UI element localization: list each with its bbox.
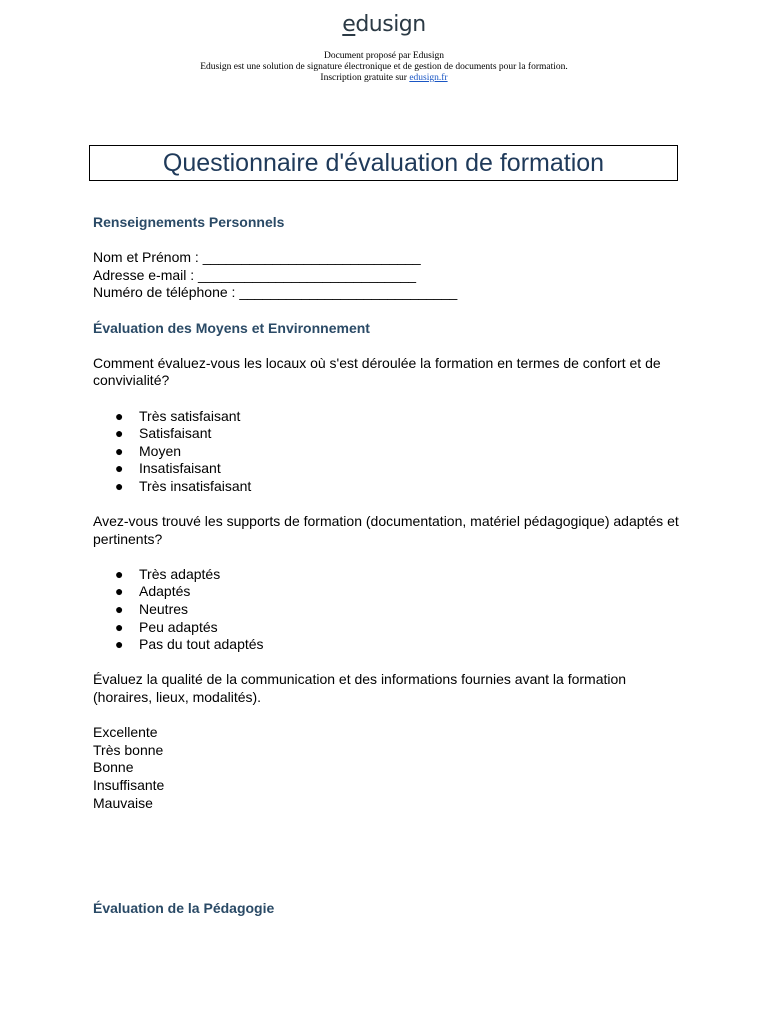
bullet-icon: ● (115, 407, 124, 424)
option-item: ● Pas du tout adaptés (115, 636, 264, 653)
option-item: ● Neutres (115, 601, 189, 618)
section-heading-personal: Renseignements Personnels (93, 214, 285, 230)
option-item: ● Peu adaptés (115, 618, 218, 635)
section-heading-means: Évaluation des Moyens et Environnement (93, 319, 370, 336)
title-box (89, 145, 678, 181)
option-item: Très bonne (93, 741, 164, 758)
notice-line-1: Document proposé par Edusign (323, 51, 445, 61)
field-email: Adresse e-mail : ____________________________ (93, 266, 417, 283)
edusign-logo (0, 12, 768, 37)
edusign-link[interactable]: edusign.fr (409, 73, 448, 83)
field-name: Nom et Prénom : ____________________________ (93, 249, 421, 266)
question-3: Évaluez la qualité de la communication et des informations fournies avant la formation (horaires, lieux, modalités). (93, 671, 627, 706)
bullet-icon: ● (115, 442, 124, 459)
option-item: ● Moyen (115, 442, 182, 459)
option-item: Insuffisante (93, 777, 165, 793)
option-item: ● Insatisfaisant (115, 460, 221, 477)
header-notice (0, 51, 768, 84)
question-2-options (93, 566, 683, 654)
document-body (93, 214, 683, 918)
option-item: Bonne (93, 759, 134, 776)
logo-rest: dusign (355, 12, 426, 37)
question-2: Avez-vous trouvé les supports de formation (documentation, matériel pédagogique) adaptés et pertinents? (93, 513, 679, 547)
notice-line-3-prefix: Inscription gratuite sur (320, 73, 410, 83)
option-item: ● Très satisfaisant (115, 407, 241, 424)
bullet-icon: ● (115, 425, 124, 442)
field-phone: Numéro de téléphone : ____________________________ (93, 284, 458, 301)
question-3-options (93, 724, 683, 812)
logo-first-letter: e (342, 12, 356, 37)
notice-line-3 (0, 73, 768, 84)
option-item: Excellente (93, 724, 158, 741)
bullet-icon: ● (115, 601, 124, 618)
bullet-icon: ● (115, 565, 124, 582)
option-item: Mauvaise (93, 794, 153, 811)
bullet-icon: ● (115, 636, 124, 653)
bullet-icon: ● (115, 460, 124, 477)
option-item: ● Très adaptés (115, 565, 221, 582)
bullet-icon: ● (115, 618, 124, 635)
question-1-options (93, 408, 683, 496)
section-heading-pedagogy: Évaluation de la Pédagogie (93, 900, 275, 917)
option-item: ● Adaptés (115, 583, 191, 600)
notice-line-2: Edusign est une solution de signature électronique et de gestion de documents pour la formation. (200, 62, 568, 72)
option-item: ● Satisfaisant (115, 425, 212, 442)
question-1: Comment évaluez-vous les locaux où s'est déroulée la formation en termes de confort et de convivialité? (93, 354, 661, 389)
page-title: Questionnaire d'évaluation de formation (162, 148, 605, 177)
option-item: ● Très insatisfaisant (115, 477, 252, 494)
bullet-icon: ● (115, 583, 124, 600)
bullet-icon: ● (115, 477, 124, 494)
